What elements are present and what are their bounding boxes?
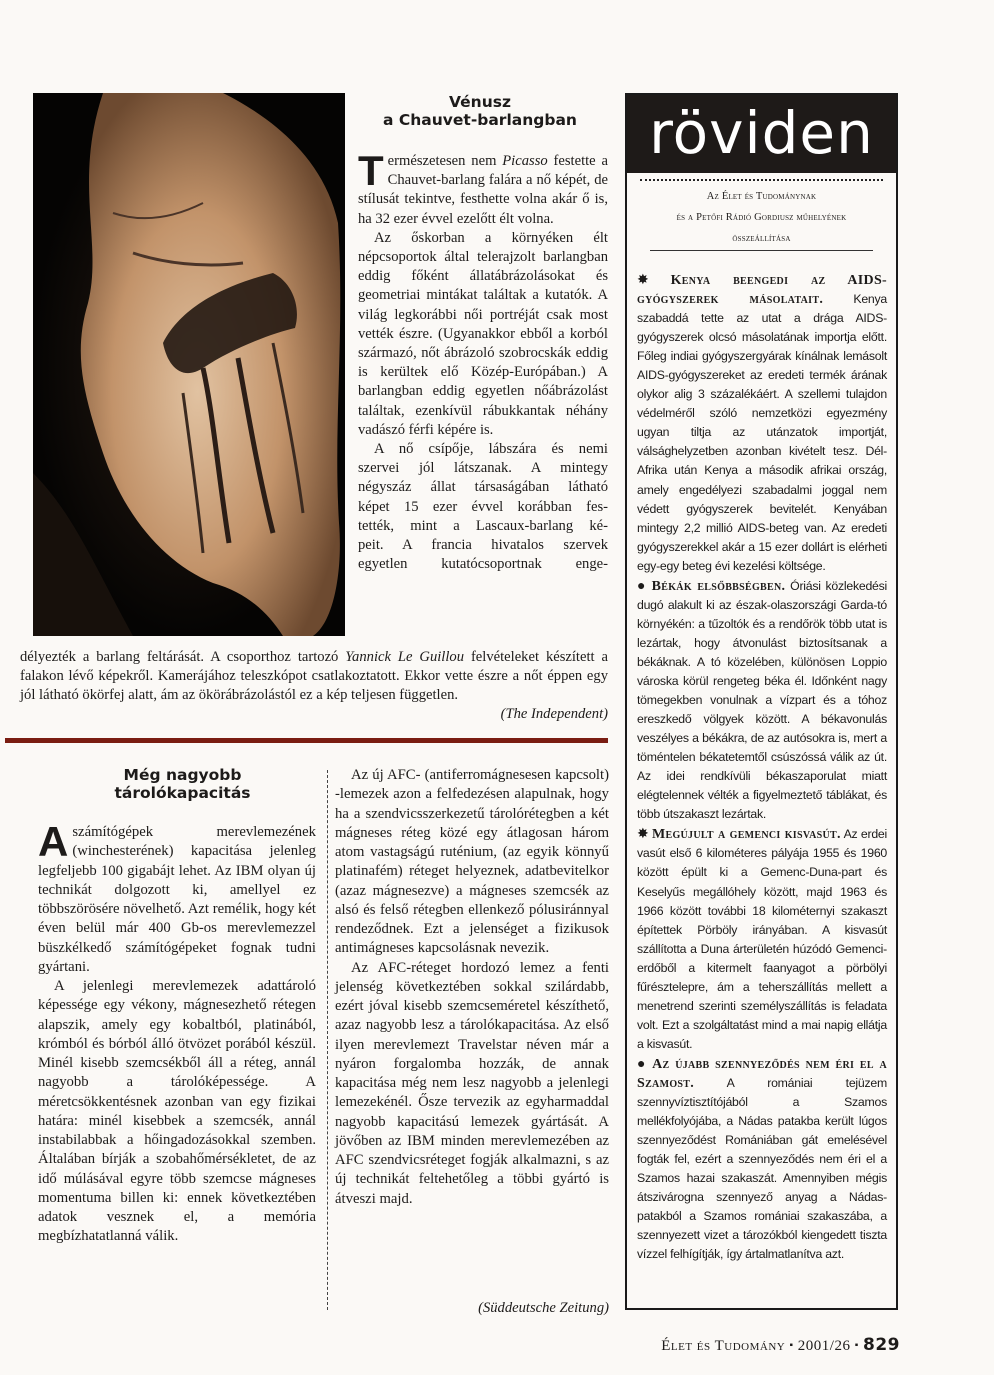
page-number: 829 [863,1335,900,1355]
storage-paragraph-4: Az AFC-réteget hordozó lemez a fenti jelenség következtében sokkal szilárdabb, ezért jóval kisebb szemcseméretel készíthető, azaz nagyobb lesz a tárolókapacitása. Az első ilyen merevlemezt Travelstar néven már a nyáron forgalomba hozzák, de annak kapacitása még nem lesz nagyobb a jelenlegi lemezekénél. Ősze tervezik az egyharmaddal nagyobb kapacitású lemezek gyártását. A jövőben az IBM minden merevlemezében az AFC szendvicsréteget fogják alkalmazni, s az új technikát feltehetőleg a többi gyártó is átveszi majd. [335,959,609,1207]
storage-title-line1: Még nagyobb [123,766,242,784]
venus-paragraph-1 [358,147,608,229]
venus-paragraph-3 [358,440,608,574]
venus-dropcap: T [358,147,384,194]
news-headline: Kenya beengedi az AIDS-gyógyszerek másolatait. [637,273,887,308]
venus-title-line2: a Chauvet-barlangban [383,111,577,129]
venus-p3-line: képet 15 ezer évvel korábban fes- [358,498,608,515]
venus-p3-line: szervei jól látszanak. A mintegy [358,460,608,477]
credit-line-2: és a Petőfi Rádió Gordiusz műhelyének [676,212,847,223]
news-body: A romániai tejüzem szennyvíztisztítójából a Szamos mellékfolyójába, a Nádas patakba került lúgos szennyeződést Romániában gát emelésével fogták fel, ezért a szennyeződés nem éri el a Szamos hazai szakaszát. Amennyiben mégis átszivárogna szennyező anyag a Nádas-patakból a Szamos romániai szakaszába, a szennyezett vizet a tározókból kiengedett tiszta vízzel felhígítják, így ártalmatlanítva azt. [637,1075,887,1262]
news-body: Óriási közlekedési dugó alakult ki az észak-olaszországi Garda-tó környékén: a tűzoltók és a rendőrök több utat is lezártak, hogy átvonulást biztosítsanak a békáknak. A tó közelében, különösen Loppio városka körül rengeteg béka él. Időnként nagy tömegekben vonulnak a vízpart és a tóhoz ereszkedő völgyek között. A békavonulás veszélyes a békákra, de az autósokra is, mert a töméntelen békatetemtől csúszóssá válik az út. Az idei rendkívüli békaszaporulat miatt elégtelennek vélték a figyelmeztető táblákat, és több útszakaszt lezártak. [637,578,888,822]
venus-title-line1: Vénusz [449,93,511,111]
venus-p3-line: A nő csípője, lábszára és nemi [374,441,608,458]
dot-bullet-icon: ● [637,1054,648,1071]
venus-paragraph-2: Az őskorban a környéken élt népcsoportok által telerajzolt barlangban eddig főként állatábrázolásokat és geometriai mintákat találtak a kutatók. A világ legkorábbi női portréját csak most vették észre. (Ugyanakkor ebből a korból származó, nőt ábrázoló szobrocskák eddig is kerültek elő Közép-Európában.) A barlangban eddig egyetlen nőábrázolást találtak, ezenkívül rábukkantak néhány vadászó férfi képére is. [358,229,608,438]
storage-source: (Süddeutsche Zeitung) [478,1300,609,1316]
venus-p3-line: peit. A francia hivatalos szervek [358,537,608,554]
venus-p3-line: négyszáz állat társaságában látható [358,479,608,496]
news-headline: Békák elsőbbségben. [651,578,786,594]
credit-line-1: Az Élet és Tudománynak [706,191,817,202]
storage-paragraph-3: Az új AFC- (antiferromágnesesen kapcsolt) -lemezek azon a felfedezésen alapulnak, hogy ha a szendvicsszerkezetű tárolórétegben a két mágneses réteg közé egy átlagosan három atom vastagságú ruténium, (az egyik könnyű platinafém) réteget helyeznek, adatbevitelkor (azaz mágnesezve) a mágneses szemcsék az alsó és felső rétegben ellenkező pólusiránnyal rendeződnek. Ezt a jelenséget a fizikusok antimágneses kapcsolásnak nevezik. [335,767,609,957]
venus-source: (The Independent) [500,706,608,722]
roviden-credit [636,186,887,249]
journal-name: Élet és Tudomány [661,1338,786,1354]
separator-icon: ▪ [854,1340,859,1351]
storage-column-1 [38,818,316,1247]
issue-number: 2001/26 [797,1338,851,1354]
venus-article-column [358,147,608,574]
roviden-title: röviden [627,95,896,173]
credit-line-3: összeállítása [732,233,791,244]
storage-headline [70,766,295,802]
venus-headline [355,93,605,129]
storage-dropcap: A [38,818,69,865]
storage-paragraph-1 [38,818,316,977]
venus-researcher-name: Yannick Le Guillou [345,649,465,665]
column-divider [327,770,328,1310]
storage-title-line2: tárolókapacitás [114,784,251,802]
venus-cont-text-a: délyezték a barlang feltárását. A csoporthoz tartozó [20,649,346,665]
dot-bullet-icon: ● [637,576,647,593]
news-item [637,824,887,1054]
credit-rule [650,250,873,251]
cave-painting-photo [33,93,345,636]
venus-article-continuation [20,648,608,706]
venus-cont-text-b: felvételeket készített a falakon lévő képekről. Kamerájához teleszkópot csatlakoztatott. Ekkor vette észre a nőt éppen egy jól látható ökörfej alatt, ám az ökörábrázolástól ez a kép teljesen független. [20,649,608,704]
storage-column-2 [335,766,609,1209]
venus-p1-text-a: ermészetesen nem [387,153,503,169]
storage-p1-text: számítógépek merevlemezének (winchesterének) kapacitása jelenleg legfeljebb 100 gigabájt lehet. Az IBM olyan új technikát dolgozott ki, amellyel ez többszörösére növelhető. Azt remélik, hogy két éven belül már 400 Gb-os merevlemezzel büszkélkedő számítógépeket fognak tudni gyártani. [38,824,316,975]
star-bullet-icon: ✸ [637,271,649,287]
news-item [637,1054,887,1265]
storage-paragraph-2: A jelenlegi merevlemezek adattároló képessége egy vékony, mágnesezhető rétegen alapszik, amely egy kobaltból, platinából, krómból és bórból álló ötvözet porából készül. Minél kisebb szemcsékből áll a réteg, annál nagyobb a tárolóképessége. A méretcsökkentésnek azonban van egy fizikai határa: minél kisebbek a szemcsék, annál instabilabbak a hőingadozásokkal szemben. Általában bírják a szobahőmérsékletet, de az idő múlásával egyre több szemcse mágneses momentuma billen ki: ennek következtében adatok vesznek el, a memória megbízhatatlanná válik. [38,978,316,1245]
section-divider [5,738,608,743]
page-footer [560,1335,900,1355]
venus-paragraph-3-end [20,648,608,706]
venus-p3-line: egyetlen kutatócsoportnak enge- [358,556,608,573]
news-body: Az erdei vasút első 6 kilométeres pályája 1955 és 1960 között épült ki a Gemenc-Duna-part és Keselyűs megállóhely között, majd 1963 és 1966 között további 18 kilométernyi szakaszt építettek Pörböly irányában. A kisvasút szállította a Duna árterületén húzódó Gemenci-erdőből a kitermelt faanyagot a pörbölyi fűrésztelepre, ám a teherszállítás mellett a menetrend szerinti személyszállítás is feladata volt. Ezt a szolgáltatást mind a mai napig ellátja a kisvasút. [637,827,887,1051]
venus-p1-picasso: Picasso [502,153,548,169]
news-item [637,270,887,576]
venus-p1-text-b: festette a Chauvet-barlang falára a nő képét, de stílusát tekintve, festhette volna akár ő is, ha 32 ezer évvel ezelőtt élt volna. [358,153,608,227]
venus-p3-line: tették, mint a Lascaux-barlang ké- [358,517,608,534]
news-item [637,576,887,825]
news-headline: Az újabb szennyeződés nem éri el a Szamost. [637,1056,887,1091]
star-bullet-icon: ✸ [637,825,649,842]
news-headline: Megújult a gemenci kisvasút. [651,827,841,843]
news-items [637,270,887,1264]
separator-icon: ▪ [789,1340,794,1351]
dotted-rule [640,179,883,181]
news-body: Kenya szabaddá tette az utat a drága AIDS-gyógyszerek olcsó másolatának importja előtt. Főleg indiai gyógyszergyárak kínálnak lemásolt AIDS-gyógyszereket az eredeti termék árának olykor alig 3 százalékáért. A szellemi tulajdon védelméről szóló nemzetközi egyezmény ugyan tiltja az utánzatok importját, válsághelyzetben azonban kivételt tesz. Dél-Afrika után Kenya a második afrikai ország, amely engedélyezi szabadalmi joggal nem védett gyógyszerek bevitelét. Kenyában mintegy 2,2 millió AIDS-beteg van. Az eredeti gyógyszerekkel akár a 15 ezer dollárt is elérheti egy-egy beteg évi kezelési költsége. [637,292,887,573]
